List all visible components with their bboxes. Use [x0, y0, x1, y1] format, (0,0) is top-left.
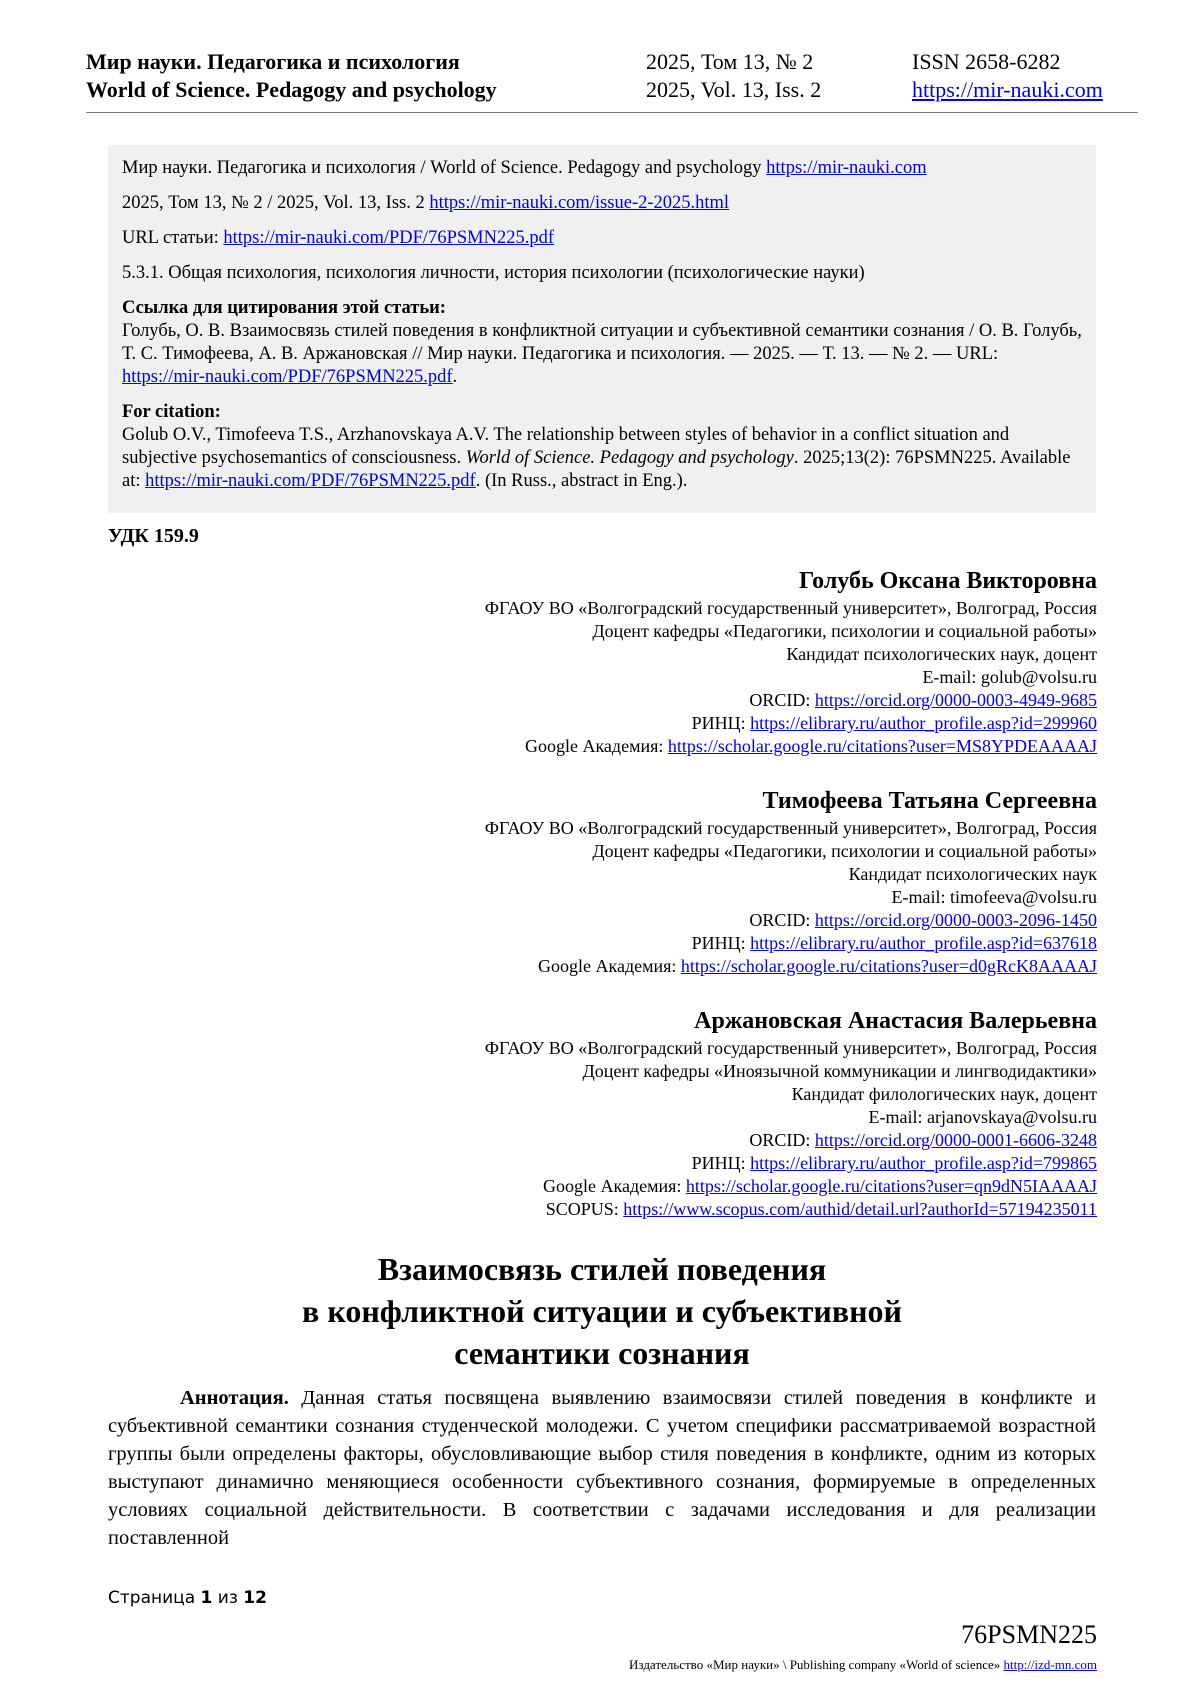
- abstract-label: Аннотация.: [180, 1387, 289, 1409]
- issue-en: 2025, Vol. 13, Iss. 2: [646, 77, 822, 102]
- rinc-link[interactable]: https://elibrary.ru/author_profile.asp?id=637618: [750, 933, 1097, 953]
- journal-title-ru: Мир науки. Педагогика и психология: [86, 49, 460, 74]
- title-line: Взаимосвязь стилей поведения: [377, 1251, 827, 1287]
- author-scholar: Google Академия: https://scholar.google.ru/citations?user=MS8YPDEAAAAJ: [524, 736, 1097, 756]
- citation-ru-link[interactable]: https://mir-nauki.com/PDF/76PSMN225.pdf: [122, 367, 453, 387]
- scholar-link[interactable]: https://scholar.google.ru/citations?user=d0gRcK8AAAAJ: [680, 956, 1097, 976]
- author-affiliation: ФГАОУ ВО «Волгоградский государственный университет», Волгоград, Россия: [484, 598, 1097, 618]
- author-name: Голубь Оксана Викторовна: [798, 568, 1097, 594]
- author-name: Аржановская Анастасия Валерьевна: [694, 1008, 1097, 1034]
- title-line: в конфликтной ситуации и субъективной: [302, 1293, 902, 1329]
- orcid-link[interactable]: https://orcid.org/0000-0003-2096-1450: [814, 910, 1097, 930]
- citation-en-link[interactable]: https://mir-nauki.com/PDF/76PSMN225.pdf: [145, 471, 476, 491]
- author-rinc: РИНЦ: https://elibrary.ru/author_profile.asp?id=799865: [691, 1153, 1097, 1173]
- citation-issue-line: 2025, Том 13, № 2 / 2025, Vol. 13, Iss. 2 https://mir-nauki.com/issue-2-2025.html: [122, 193, 730, 213]
- author-block-3: [485, 1006, 1097, 1221]
- citation-issue-link[interactable]: https://mir-nauki.com/issue-2-2025.html: [429, 193, 730, 213]
- publisher-link[interactable]: http://izd-mn.com: [1003, 1657, 1097, 1672]
- author-affiliation: ФГАОУ ВО «Волгоградский государственный университет», Волгоград, Россия: [484, 818, 1097, 838]
- issn: ISSN 2658-6282: [912, 49, 1061, 74]
- citation-en-text: Golub O.V., Timofeeva T.S., Arzhanovskaya A.V. The relationship between styles of behavior in a conflict situation and subjective psychosemantics of consciousness. World of Science. Pedagogy and psychology. 2025;13(2): 76PSMN225. Available at: https://mir-nauki.com/PDF/76PSMN225.pdf. (In Russ., abstract in Eng.).: [122, 425, 1071, 491]
- citation-article-link[interactable]: https://mir-nauki.com/PDF/76PSMN225.pdf: [223, 228, 554, 248]
- citation-specialty-line: 5.3.1. Общая психология, психология личности, история психологии (психологические науки): [122, 263, 865, 283]
- author-block-1: [485, 566, 1097, 758]
- rinc-link[interactable]: https://elibrary.ru/author_profile.asp?id=299960: [750, 713, 1097, 733]
- citation-ru-text: Голубь, О. В. Взаимосвязь стилей поведения в конфликтной ситуации и субъективной семантики сознания / О. В. Голубь, Т. С. Тимофеева, А. В. Аржановская // Мир науки. Педагогика и психология. — 2025. — Т. 13. — № 2. — URL: https://mir-nauki.com/PDF/76PSMN225.pdf.: [122, 321, 1082, 387]
- author-block-2: [485, 786, 1097, 978]
- citation-en-heading: For citation:: [122, 402, 221, 422]
- orcid-link[interactable]: https://orcid.org/0000-0001-6606-3248: [814, 1130, 1097, 1150]
- rinc-link[interactable]: https://elibrary.ru/author_profile.asp?id=799865: [750, 1153, 1097, 1173]
- abstract: [108, 1384, 1096, 1552]
- journal-title-en: World of Science. Pedagogy and psychology: [86, 77, 497, 102]
- author-rinc: РИНЦ: https://elibrary.ru/author_profile.asp?id=637618: [691, 933, 1097, 953]
- abstract-text: Данная статья посвящена выявлению взаимосвязи стилей поведения в конфликте и субъективной семантики сознания студенческой молодежи. С учетом специфики рассматриваемой возрастной группы были определены факторы, обусловливающие выбор стиля поведения в конфликте, одним из которых выступают динамично меняющиеся особенности субъективного сознания, формируемые в определенных условиях социальной действительности. В соответствии с задачами исследования и для реализации поставленной: [108, 1387, 1096, 1549]
- author-email: E-mail: arjanovskaya@volsu.ru: [868, 1107, 1097, 1127]
- author-scopus: SCOPUS: https://www.scopus.com/authid/detail.url?authorId=57194235011: [545, 1199, 1097, 1219]
- article-title: [108, 1248, 1096, 1374]
- author-email: E-mail: timofeeva@volsu.ru: [891, 887, 1097, 907]
- author-degree: Кандидат филологических наук, доцент: [791, 1084, 1097, 1104]
- title-line: семантики сознания: [454, 1335, 750, 1371]
- author-orcid: ORCID: https://orcid.org/0000-0003-2096-1450: [749, 910, 1097, 930]
- scholar-link[interactable]: https://scholar.google.ru/citations?user=qn9dN5IAAAAJ: [685, 1176, 1097, 1196]
- author-scholar: Google Академия: https://scholar.google.ru/citations?user=qn9dN5IAAAAJ: [543, 1176, 1097, 1196]
- author-degree: Кандидат психологических наук: [848, 864, 1097, 884]
- author-rinc: РИНЦ: https://elibrary.ru/author_profile.asp?id=299960: [691, 713, 1097, 733]
- publisher-line: Издательство «Мир науки» \ Publishing company «World of science» http://izd-mn.com: [629, 1657, 1097, 1672]
- orcid-link[interactable]: https://orcid.org/0000-0003-4949-9685: [814, 690, 1097, 710]
- citation-box: [108, 145, 1096, 513]
- udk-code: УДК 159.9: [108, 525, 199, 547]
- author-position: Доцент кафедры «Иноязычной коммуникации и лингводидактики»: [582, 1061, 1097, 1081]
- citation-journal-link[interactable]: https://mir-nauki.com: [766, 158, 927, 178]
- author-email: E-mail: golub@volsu.ru: [922, 667, 1097, 687]
- page-number: Страница 1 из 12: [108, 1588, 267, 1608]
- author-affiliation: ФГАОУ ВО «Волгоградский государственный университет», Волгоград, Россия: [484, 1038, 1097, 1058]
- author-name: Тимофеева Татьяна Сергеевна: [762, 788, 1097, 814]
- article-code: 76PSMN225: [961, 1620, 1097, 1649]
- author-orcid: ORCID: https://orcid.org/0000-0001-6606-3248: [749, 1130, 1097, 1150]
- header-divider: [86, 112, 1138, 113]
- journal-site-link[interactable]: https://mir-nauki.com: [912, 77, 1103, 102]
- citation-ru-heading: Ссылка для цитирования этой статьи:: [122, 298, 446, 318]
- author-orcid: ORCID: https://orcid.org/0000-0003-4949-9685: [749, 690, 1097, 710]
- scopus-link[interactable]: https://www.scopus.com/authid/detail.url?authorId=57194235011: [623, 1199, 1097, 1219]
- author-position: Доцент кафедры «Педагогики, психологии и социальной работы»: [592, 621, 1097, 641]
- citation-url-line: URL статьи: https://mir-nauki.com/PDF/76PSMN225.pdf: [122, 228, 554, 248]
- issue-ru: 2025, Том 13, № 2: [646, 49, 814, 74]
- author-position: Доцент кафедры «Педагогики, психологии и социальной работы»: [592, 841, 1097, 861]
- author-scholar: Google Академия: https://scholar.google.ru/citations?user=d0gRcK8AAAAJ: [538, 956, 1097, 976]
- citation-journal-line: Мир науки. Педагогика и психология / World of Science. Pedagogy and psychology https://mir-nauki.com: [122, 158, 927, 178]
- scholar-link[interactable]: https://scholar.google.ru/citations?user=MS8YPDEAAAAJ: [667, 736, 1097, 756]
- author-degree: Кандидат психологических наук, доцент: [786, 644, 1097, 664]
